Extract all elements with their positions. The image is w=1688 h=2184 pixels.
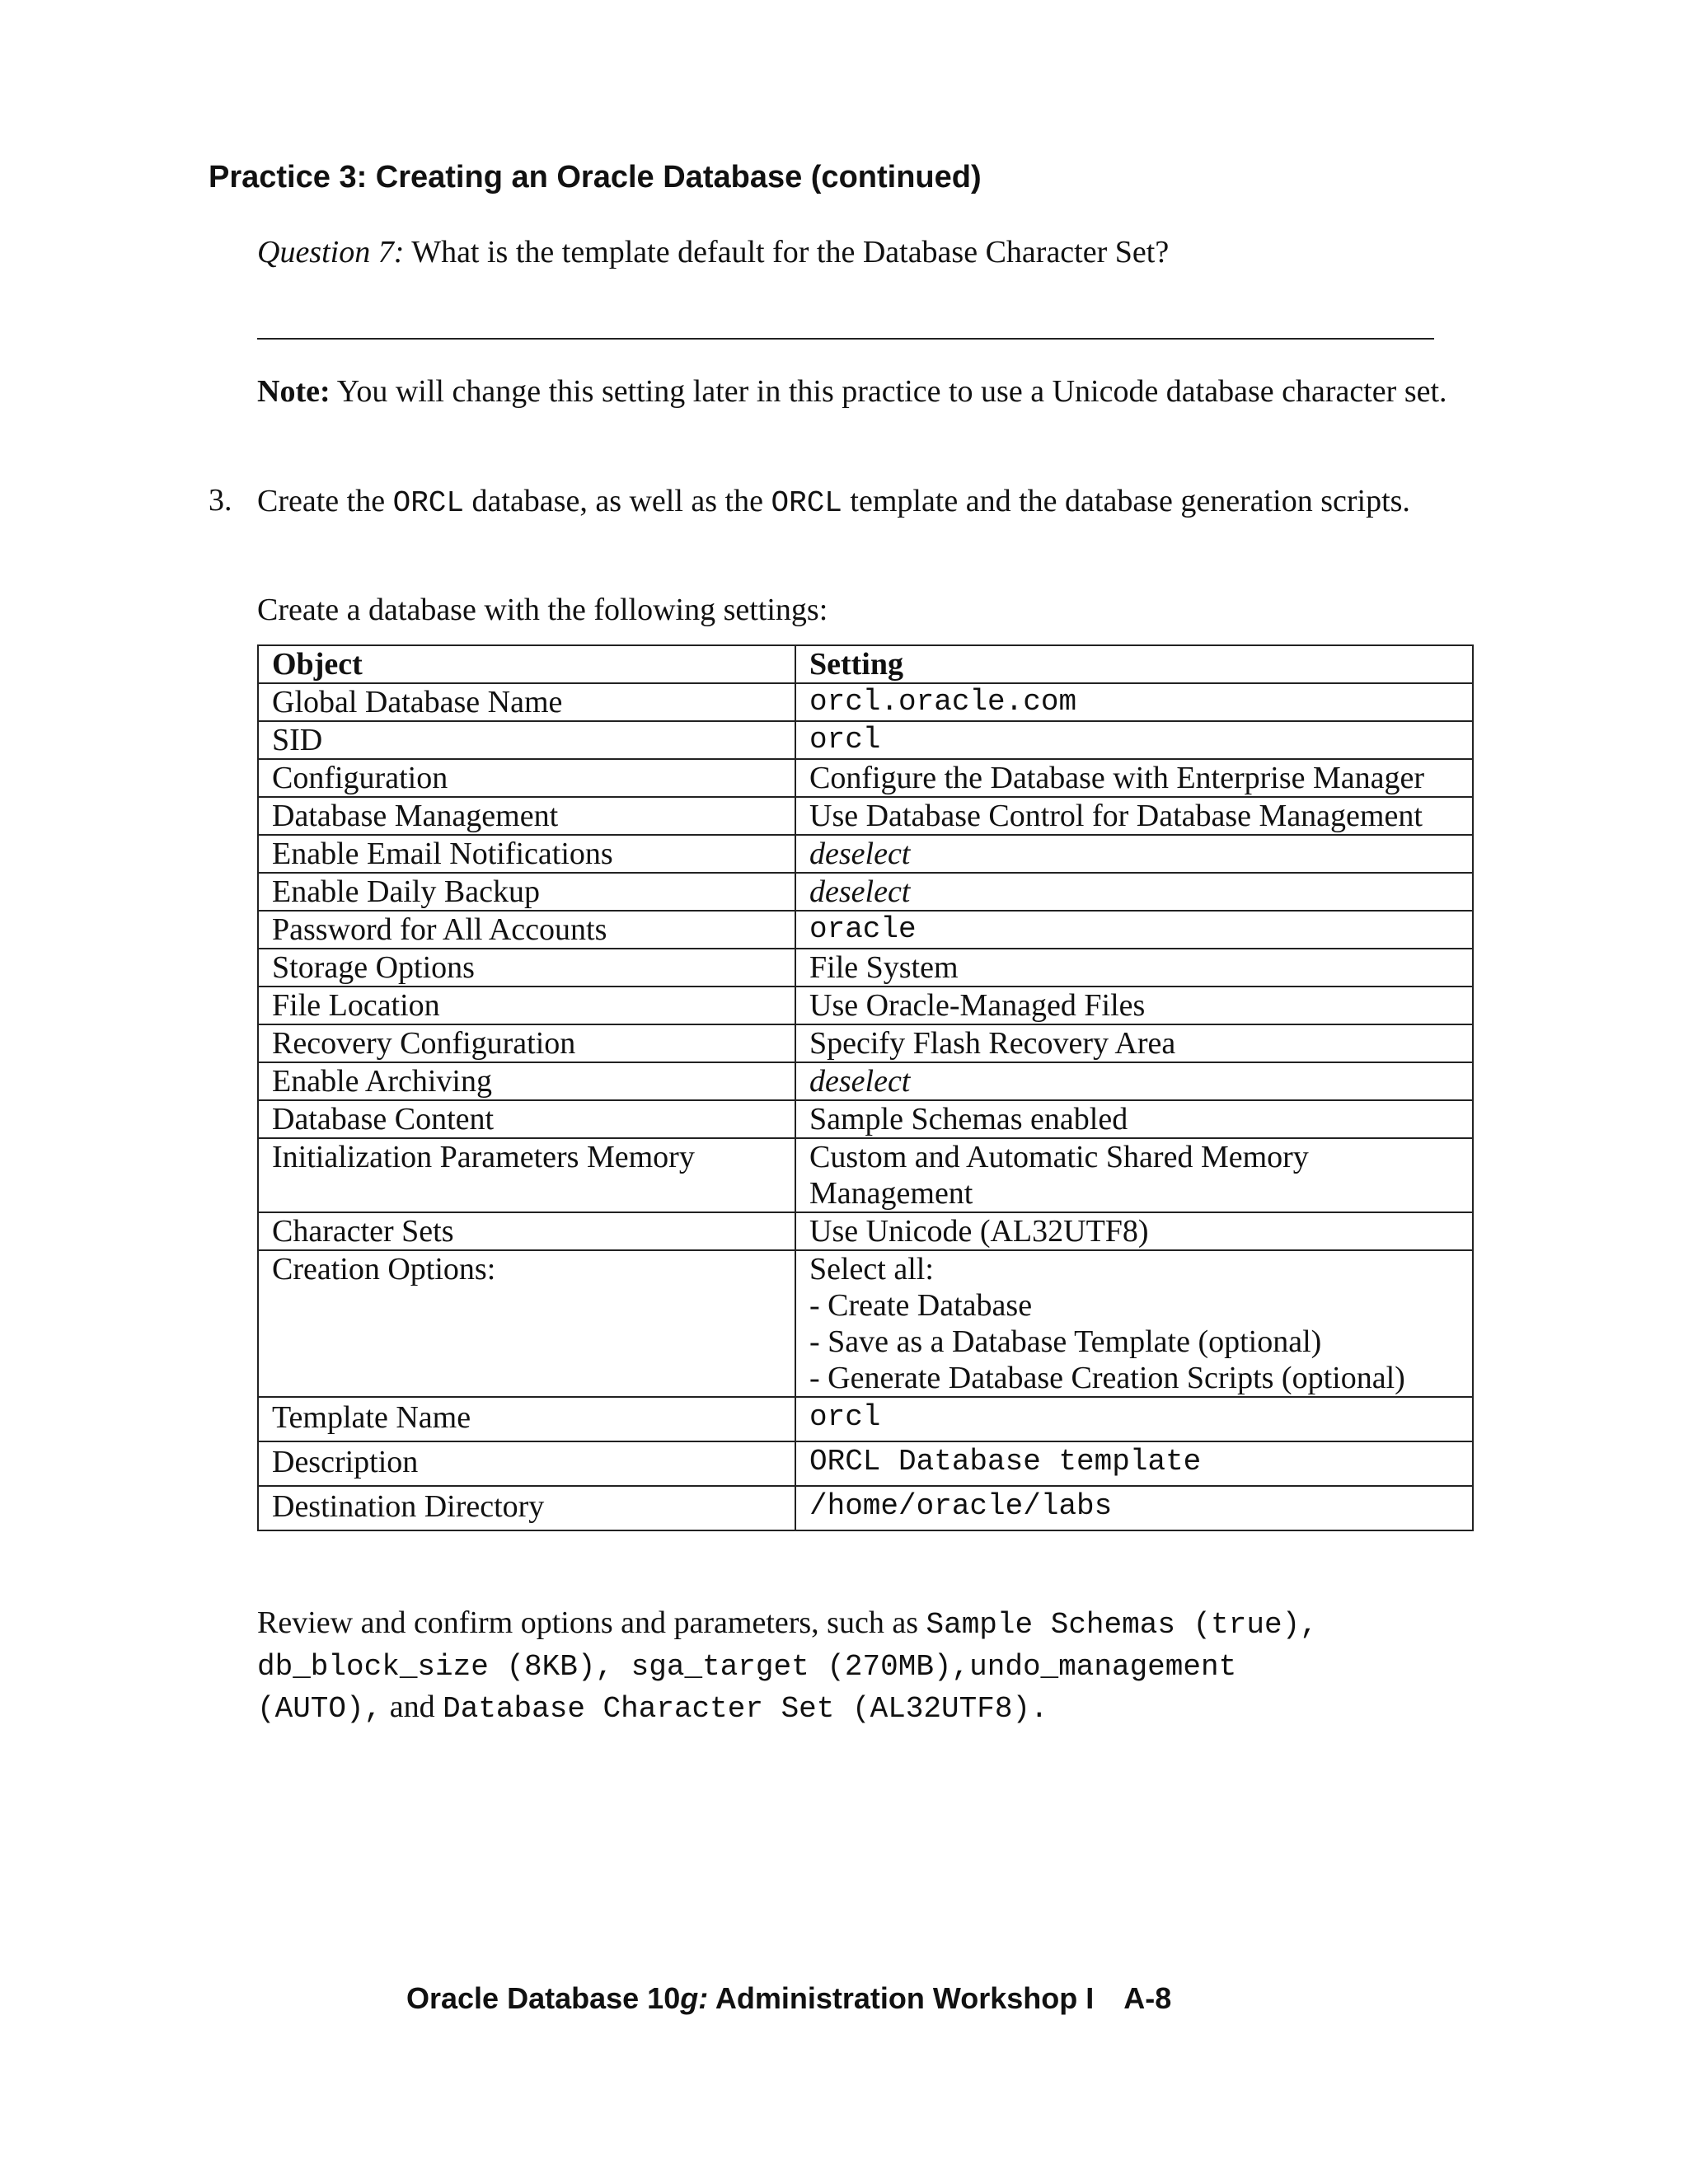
object-cell: Recovery Configuration [258,1024,795,1062]
setting-cell [795,835,1473,873]
step-number: 3. [209,483,232,518]
setting-line: - Create Database [809,1288,1033,1323]
step-text-part: Create the [257,484,393,518]
setting-cell: Use Unicode (AL32UTF8) [795,1212,1473,1250]
setting-cell: Use Oracle-Managed Files [795,987,1473,1024]
table-row [258,721,1473,759]
page-footer [406,1981,1171,2016]
object-cell: Storage Options [258,949,795,987]
question-text: What is the template default for the Database Character Set? [411,235,1170,269]
review-code: Sample Schemas (true), [926,1608,1318,1642]
answer-blank-line [257,338,1434,340]
table-row [258,835,1473,873]
setting-cell: File System [795,949,1473,987]
table-row [258,1250,1473,1397]
object-cell: Template Name [258,1397,795,1441]
object-cell: Configuration [258,759,795,797]
table-row [258,1062,1473,1100]
footer-title: Oracle Database 10 [406,1981,681,2015]
setting-cell: oracle [795,911,1473,949]
setting-cell: Use Database Control for Database Management [795,797,1473,835]
table-row [258,759,1473,797]
object-cell: SID [258,721,795,759]
review-code: undo_management [969,1650,1237,1684]
review-text: and [382,1690,443,1724]
review-code: Database Character Set (AL32UTF8). [443,1692,1048,1726]
table-row [258,873,1473,911]
step-text-part: database, as well as the [464,484,771,518]
setting-cell [795,1062,1473,1100]
table-row [258,1397,1473,1441]
footer-title-g: g: [680,1981,709,2015]
review-paragraph [257,1603,1543,1729]
table-header-row [258,645,1473,683]
table-row [258,797,1473,835]
object-cell: Enable Archiving [258,1062,795,1100]
table-row [258,949,1473,987]
object-cell: Global Database Name [258,683,795,721]
question-label: Question 7: [257,235,405,269]
note-label: Note: [257,374,331,409]
table-intro: Create a database with the following settings: [257,593,828,627]
review-code: (AUTO), [257,1692,382,1726]
setting-value: deselect [809,1064,911,1099]
note [257,373,1469,410]
setting-line: - Save as a Database Template (optional) [809,1324,1322,1359]
object-cell: Creation Options: [258,1250,795,1397]
table-row [258,1024,1473,1062]
table-row [258,1441,1473,1486]
object-cell: Database Management [258,797,795,835]
page-heading: Practice 3: Creating an Oracle Database (continued) [209,160,982,194]
object-cell: Enable Daily Backup [258,873,795,911]
object-cell: Password for All Accounts [258,911,795,949]
setting-cell: Sample Schemas enabled [795,1100,1473,1138]
review-code: db_block_size (8KB), sga_target (270MB), [257,1650,970,1684]
table-row [258,1138,1473,1212]
setting-cell: Configure the Database with Enterprise Manager [795,759,1473,797]
setting-cell: /home/oracle/labs [795,1486,1473,1530]
setting-cell: Custom and Automatic Shared Memory Management [795,1138,1473,1212]
column-header-setting: Setting [795,645,1473,683]
page-number: A-8 [1123,1981,1172,2015]
table-row [258,911,1473,949]
table-row [258,1486,1473,1530]
object-cell: Enable Email Notifications [258,835,795,873]
question-7 [257,234,1169,270]
settings-table [257,644,1474,1531]
review-text: Review and confirm options and parameters, such as [257,1605,926,1640]
object-cell: Description [258,1441,795,1486]
setting-value: deselect [809,837,911,871]
step-text [257,482,1469,523]
setting-cell: orcl [795,721,1473,759]
setting-line: Select all: [809,1252,934,1286]
note-text: You will change this setting later in this practice to use a Unicode database character set. [336,374,1447,409]
setting-cell: Specify Flash Recovery Area [795,1024,1473,1062]
setting-cell [795,873,1473,911]
table-row [258,1212,1473,1250]
object-cell: File Location [258,987,795,1024]
footer-title-rest: Administration Workshop I [708,1981,1095,2015]
column-header-object: Object [258,645,795,683]
setting-cell [795,1250,1473,1397]
setting-value: deselect [809,874,911,909]
setting-cell: orcl.oracle.com [795,683,1473,721]
setting-line: - Generate Database Creation Scripts (optional) [809,1361,1405,1395]
object-cell: Character Sets [258,1212,795,1250]
object-cell: Destination Directory [258,1486,795,1530]
object-cell: Initialization Parameters Memory [258,1138,795,1212]
table-row [258,987,1473,1024]
object-cell: Database Content [258,1100,795,1138]
setting-cell: ORCL Database template [795,1441,1473,1486]
step-text-part: template and the database generation scripts. [842,484,1410,518]
setting-cell: orcl [795,1397,1473,1441]
table-row [258,683,1473,721]
table-row [258,1100,1473,1138]
step-code: ORCL [771,486,842,520]
step-code: ORCL [392,486,465,520]
